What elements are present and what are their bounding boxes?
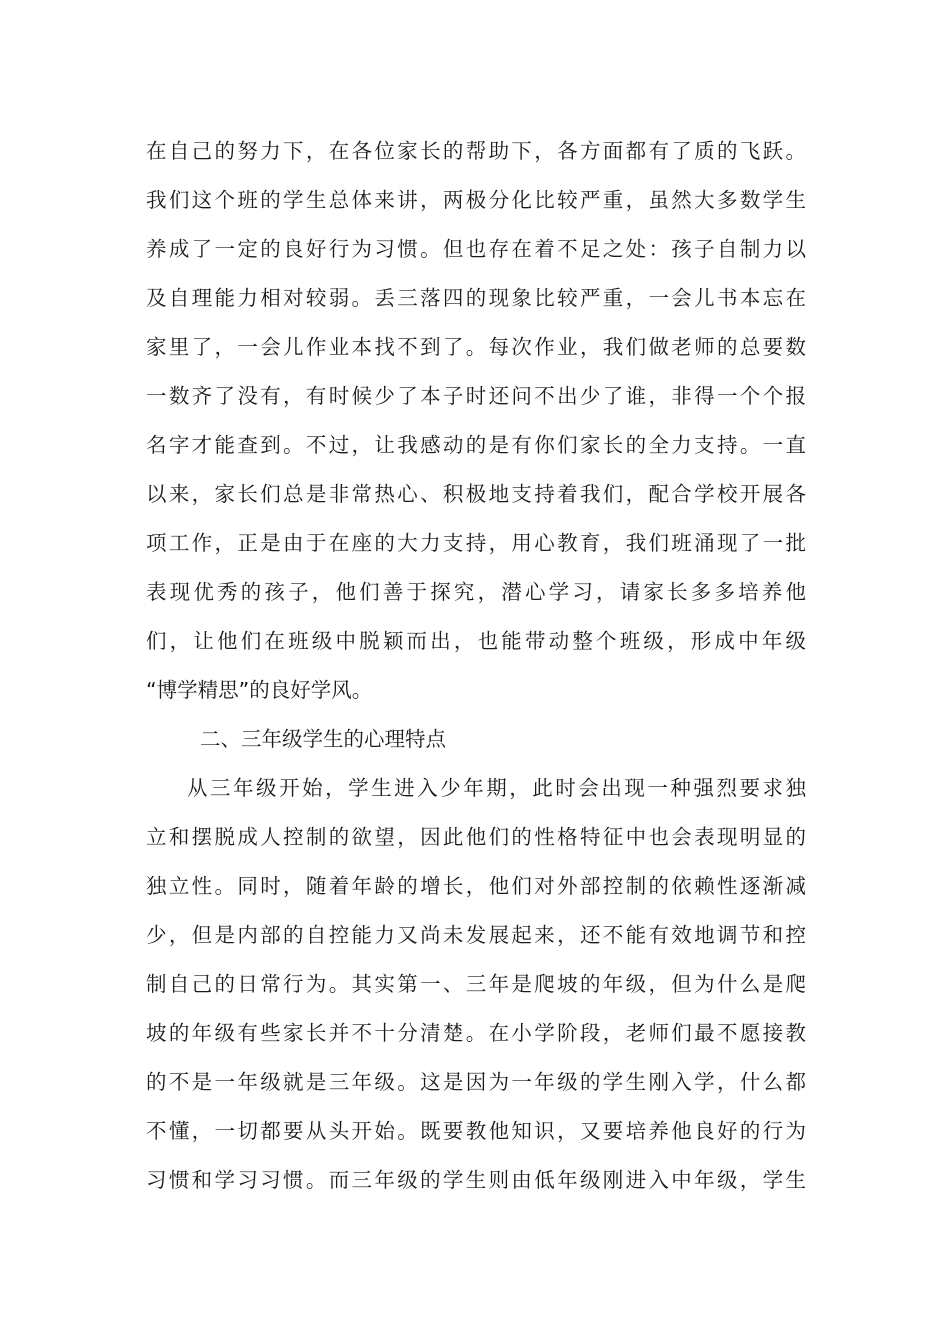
paragraph-line: 养成了一定的良好行为习惯。但也存在着不足之处：孩子自制力以 (146, 237, 806, 261)
paragraph-line: 的不是一年级就是三年级。这是因为一年级的学生刚入学，什么都 (146, 1070, 806, 1094)
paragraph-line: 在自己的努力下，在各位家长的帮助下，各方面都有了质的飞跃。 (146, 139, 806, 163)
paragraph-line: “博学精思”的良好学风。 (146, 678, 373, 702)
paragraph-line: 立和摆脱成人控制的欲望，因此他们的性格特征中也会表现明显的 (146, 825, 806, 849)
paragraph-line: 我们这个班的学生总体来讲，两极分化比较严重，虽然大多数学生 (146, 188, 806, 212)
paragraph-line: 从三年级开始，学生进入少年期，此时会出现一种强烈要求独 (187, 776, 806, 800)
paragraph-line: 以来，家长们总是非常热心、积极地支持着我们，配合学校开展各 (146, 482, 806, 506)
paragraph-line: 习惯和学习习惯。而三年级的学生则由低年级刚进入中年级，学生 (146, 1168, 806, 1192)
paragraph-line: 一数齐了没有，有时候少了本子时还问不出少了谁，非得一个个报 (146, 384, 806, 408)
paragraph-line: 制自己的日常行为。其实第一、三年是爬坡的年级，但为什么是爬 (146, 972, 806, 996)
paragraph-line: 不懂，一切都要从头开始。既要教他知识，又要培养他良好的行为 (146, 1119, 806, 1143)
paragraph-line: 表现优秀的孩子，他们善于探究，潜心学习，请家长多多培养他 (146, 580, 806, 604)
paragraph-line: 及自理能力相对较弱。丢三落四的现象比较严重，一会儿书本忘在 (146, 286, 806, 310)
paragraph-line: 坡的年级有些家长并不十分清楚。在小学阶段，老师们最不愿接教 (146, 1021, 806, 1045)
paragraph-line: 少，但是内部的自控能力又尚未发展起来，还不能有效地调节和控 (146, 923, 806, 947)
paragraph-line: 们，让他们在班级中脱颖而出，也能带动整个班级，形成中年级 (146, 629, 806, 653)
section-heading: 二、三年级学生的心理特点 (200, 727, 446, 751)
document-body (146, 130, 806, 1208)
paragraph-line: 独立性。同时，随着年龄的增长，他们对外部控制的依赖性逐渐减 (146, 874, 806, 898)
paragraph-line: 家里了，一会儿作业本找不到了。每次作业，我们做老师的总要数 (146, 335, 806, 359)
paragraph-line: 项工作，正是由于在座的大力支持，用心教育，我们班涌现了一批 (146, 531, 806, 555)
paragraph-line: 名字才能查到。不过，让我感动的是有你们家长的全力支持。一直 (146, 433, 806, 457)
